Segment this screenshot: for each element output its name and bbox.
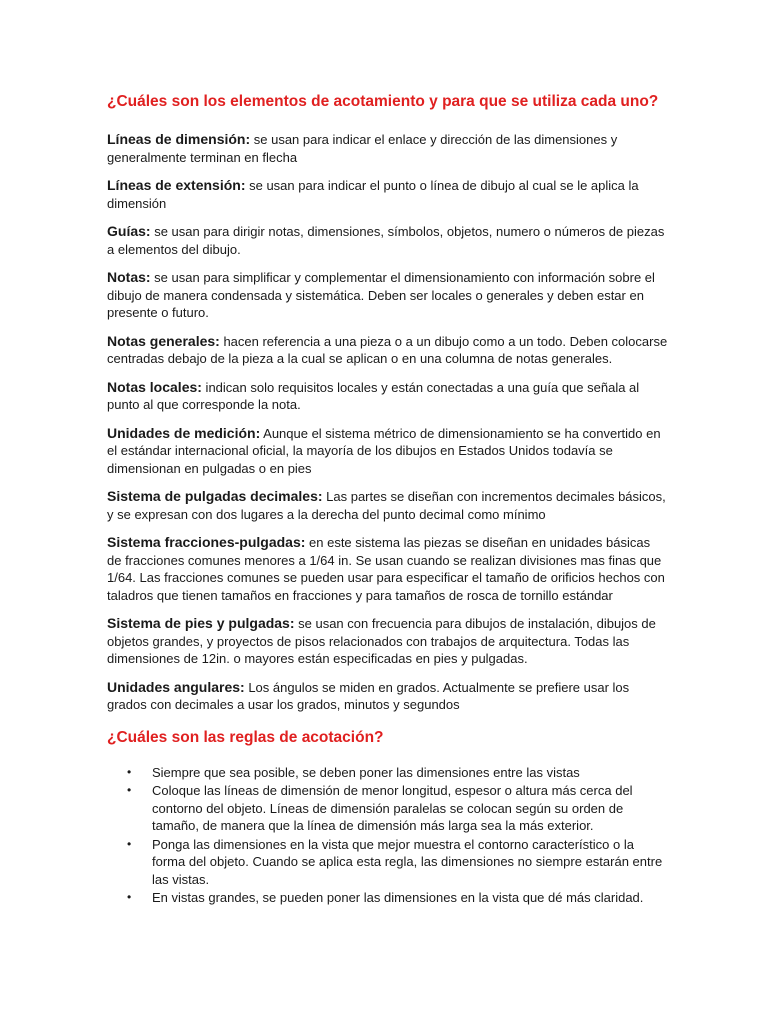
rule-text: Siempre que sea posible, se deben poner las dimensiones entre las vistas <box>152 764 580 780</box>
definition-text: se usan para indicar el enlace y dirección de las dimensiones y generalmente terminan en flecha <box>107 132 618 165</box>
section-heading-elements: ¿Cuáles son los elementos de acotamiento y para que se utiliza cada uno? <box>107 93 659 110</box>
bullet-icon: • <box>127 836 132 851</box>
definition-notas-generales <box>107 333 668 368</box>
definition-pulgadas-decimales <box>107 488 668 523</box>
definition-unidades-angulares <box>107 679 668 714</box>
rules-list <box>107 764 668 907</box>
list-item <box>107 764 668 782</box>
rule-text: Ponga las dimensiones en la vista que mejor muestra el contorno característico o la forma del objeto. Cuando se aplica esta regla, las dimensiones no siempre estarán entre las vistas. <box>152 836 663 887</box>
definition-term: Sistema de pies y pulgadas: <box>107 615 295 631</box>
definition-text: se usan para simplificar y complementar el dimensionamiento con información sobre el dibujo de manera condensada y sistemática. Deben ser locales o generales y deben estar en presente o futuro. <box>107 270 655 320</box>
section-heading-rules: ¿Cuáles son las reglas de acotación? <box>107 728 384 746</box>
list-item <box>107 889 668 907</box>
definition-term: Líneas de extensión: <box>107 177 246 193</box>
definition-term: Notas locales: <box>107 378 202 395</box>
definition-text: se usan con frecuencia para dibujos de instalación, dibujos de objetos grandes, y proyectos de pisos relacionados con trabajos de arquitectura. Todas las dimensiones de 12in. o mayores están especificadas en pies y pulgadas. <box>107 616 656 666</box>
definition-notas <box>107 269 668 322</box>
definition-term: Sistema de pulgadas decimales: <box>107 488 323 504</box>
definition-pies-pulgadas <box>107 615 668 668</box>
definition-unidades-medicion <box>107 425 668 478</box>
definition-term: Notas: <box>107 269 151 285</box>
bullet-icon: • <box>127 764 132 779</box>
definition-notas-locales <box>107 379 668 414</box>
definition-term: Líneas de dimensión: <box>107 131 251 147</box>
definition-fracciones-pulgadas <box>107 534 668 604</box>
definition-text: en este sistema las piezas se diseñan en unidades básicas de fracciones comunes menores a 1/64 in. Se usan cuando se realizan divisiones mas finas que 1/64. Las fracciones comunes se pueden usar para especificar el tamaño de orificios hechos con taladros que tienen tamaños en fracciones y para tamaños de rosca de tornillo estándar <box>107 535 665 603</box>
rule-text: Coloque las líneas de dimensión de menor longitud, espesor o altura más cerca del contorno del objeto. Líneas de dimensión paralelas se colocan según su orden de tamaño, de manera que la línea de dimensión más larga sea la más exterior. <box>152 783 633 833</box>
list-item <box>107 782 668 835</box>
definition-term: Sistema fracciones-pulgadas: <box>107 534 306 550</box>
bullet-icon: • <box>127 890 132 904</box>
definition-text: Las partes se diseñan con incrementos decimales básicos, y se expresan con dos lugares a la derecha del punto decimal como mínimo <box>107 489 666 522</box>
definition-text: Aunque el sistema métrico de dimensionamiento se ha convertido en el estándar internacional oficial, la mayoría de los dibujos en Estados Unidos todavía se dimensionan en pulgadas o en pies <box>107 425 661 476</box>
definition-text: se usan para indicar el punto o línea de dibujo al cual se le aplica la dimensión <box>107 178 639 211</box>
rule-text: En vistas grandes, se pueden poner las dimensiones en la vista que dé más claridad. <box>152 890 644 905</box>
definition-guias <box>107 223 668 258</box>
definition-term: Unidades de medición: <box>107 424 261 441</box>
definition-text: hacen referencia a una pieza o a un dibujo como a un todo. Deben colocarse centradas debajo de la pieza a la cual se aplican o en una columna de notas generales. <box>107 333 668 366</box>
definition-text: se usan para dirigir notas, dimensiones, símbolos, objetos, numero o números de piezas a elementos del dibujo. <box>107 224 665 257</box>
definition-lineas-dimension <box>107 131 668 166</box>
definition-text: Los ángulos se miden en grados. Actualmente se prefiere usar los grados con decimales a usar los grados, minutos y segundos <box>107 679 630 712</box>
list-item <box>107 836 668 889</box>
definition-term: Notas generales: <box>107 332 220 349</box>
definition-term: Guías: <box>107 223 151 239</box>
definition-term: Unidades angulares: <box>107 678 245 695</box>
bullet-icon: • <box>127 783 132 797</box>
definition-lineas-extension <box>107 177 668 212</box>
definition-text: indican solo requisitos locales y están conectadas a una guía que señala al punto al que corresponde la nota. <box>107 379 640 412</box>
